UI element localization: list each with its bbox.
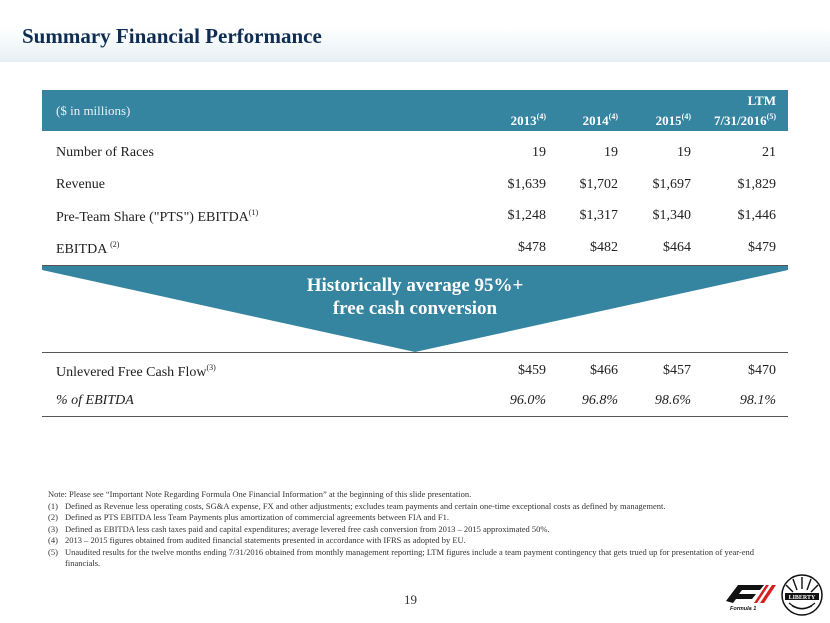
row-value: $464 [663, 240, 691, 255]
row-value: $1,446 [737, 208, 776, 223]
row-label: Pre-Team Share ("PTS") EBITDA$^{(1)}$ [56, 208, 259, 225]
row-label: % of EBITDA [56, 393, 134, 408]
row-value: $459 [518, 363, 546, 378]
column-header-2014: 2014$^{(4)}$ [582, 112, 618, 128]
row-value: $470 [748, 363, 776, 378]
divider-line [42, 352, 788, 353]
footnote-1: (1) Defined as Revenue less operating costs, SG&A expense, FX and other adjustments; excludes team payments and certain one-time exceptional costs as defined by management. [48, 500, 666, 511]
row-value: 98.6% [654, 393, 691, 408]
table-header [42, 90, 788, 131]
row-value: $1,702 [579, 177, 618, 192]
column-header-2015: 2015$^{(4)}$ [655, 112, 691, 128]
footnote-3: (3) Defined as EBITDA less cash taxes paid and capital expenditures; average levered free cash conversion from 2013 – 2015 approximated 50%. [48, 523, 550, 534]
table-row-unlevered-fcf [42, 360, 788, 384]
callout-line-1: Historically average 95%+ [306, 275, 524, 296]
column-header-ltm: 7/31/2016$^{(5)}$ [713, 112, 776, 128]
footnote-4: (4) 2013 – 2015 figures obtained from audited financial statements presented in accordance with IFRS as adopted by EU. [48, 535, 466, 545]
row-value: $1,639 [507, 177, 546, 192]
table-row-races [42, 142, 788, 166]
f1-logo-icon [724, 581, 776, 611]
svg-text:LIBERTY: LIBERTY [788, 595, 816, 601]
row-value: 96.8% [581, 393, 618, 408]
column-header-2013: 2013$^{(4)}$ [510, 112, 546, 128]
footnote-5: (5) Unaudited results for the twelve months ending 7/31/2016 obtained from monthly management reporting; LTM figures include a team payment contingency that gets trued up for presentation of year-end financials. [48, 546, 755, 568]
row-value: $1,829 [737, 177, 776, 192]
units-label: ($ in millions) [56, 103, 131, 118]
callout-line-2: free cash conversion [332, 298, 498, 319]
row-value: $478 [518, 240, 546, 255]
ltm-label: LTM [747, 93, 776, 108]
svg-text:Formula 1: Formula 1 [730, 606, 757, 611]
table-row-pct-ebitda [42, 390, 788, 414]
callout-chevron [42, 266, 788, 352]
row-value: $479 [748, 240, 776, 255]
row-value: 19 [677, 145, 691, 160]
row-label: EBITDA $^{(2)}$ [56, 240, 120, 257]
row-value: 96.0% [509, 393, 546, 408]
table-row-revenue [42, 174, 788, 198]
row-value: $1,317 [579, 208, 618, 223]
liberty-logo-icon [781, 574, 823, 616]
divider-line [42, 416, 788, 417]
row-value: 19 [604, 145, 618, 160]
table-row-ebitda [42, 237, 788, 261]
row-value: $1,340 [652, 208, 691, 223]
row-value: 98.1% [739, 393, 776, 408]
row-value: $1,248 [507, 208, 546, 223]
callout-text [42, 274, 788, 320]
row-label: Number of Races [56, 145, 154, 160]
row-value: $1,697 [652, 177, 691, 192]
footnote-2: (2) Defined as PTS EBITDA less Team Payments plus amortization of commercial agreements between FIA and F1. [48, 512, 450, 522]
row-value: $457 [663, 363, 691, 378]
page-number: 19 [404, 592, 417, 607]
footnote-intro: Note: Please see “Important Note Regarding Formula One Financial Information” at the beginning of this slide presentation. [48, 489, 472, 499]
page-title: Summary Financial Performance [22, 24, 322, 48]
row-label: Unlevered Free Cash Flow$^{(3)}$ [56, 363, 216, 380]
row-value: 19 [532, 145, 546, 160]
table-row-pts-ebitda [42, 205, 788, 229]
row-value: $482 [590, 240, 618, 255]
row-label: Revenue [56, 177, 105, 192]
row-value: 21 [762, 145, 776, 160]
row-value: $466 [590, 363, 618, 378]
footnotes [48, 489, 788, 570]
